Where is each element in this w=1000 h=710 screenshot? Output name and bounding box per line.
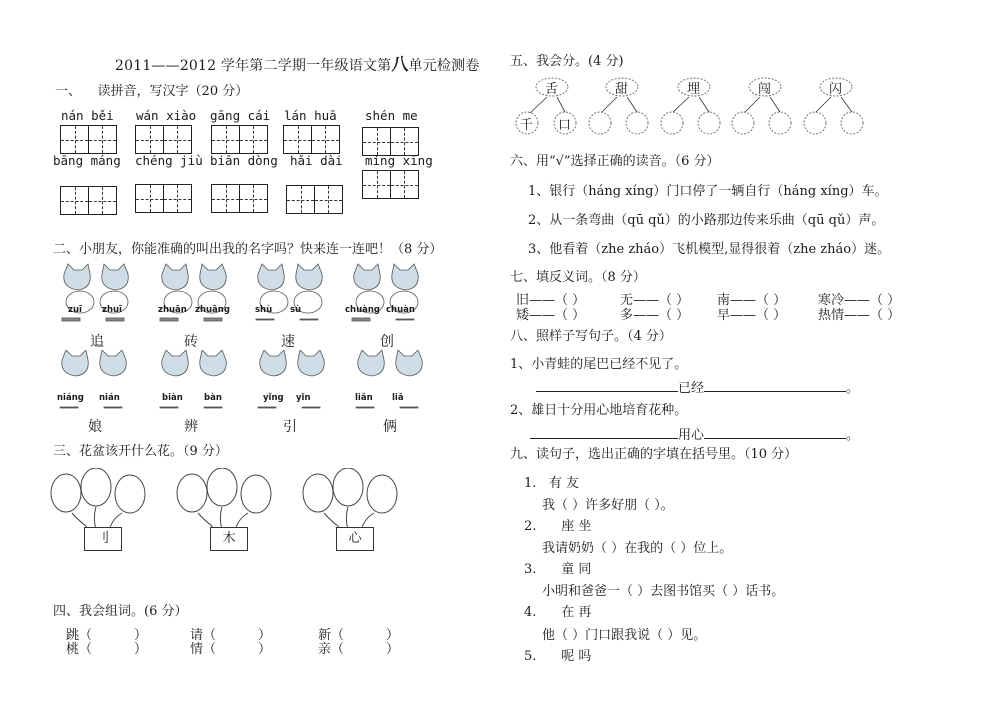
section-8-heading: 八、照样子写句子。（4 分） xyxy=(510,329,672,344)
match-char: 引 xyxy=(283,419,297,435)
pinyin-5: shén me xyxy=(365,108,418,123)
sentence-fill[interactable]: 用心 。 xyxy=(530,424,859,443)
cat-pinyin-left: biàn xyxy=(162,393,183,403)
choice-sentence[interactable]: 我（ ）许多好朋（ ）。 xyxy=(542,498,674,513)
word-item[interactable]: 新（ ） xyxy=(318,628,400,643)
writing-box[interactable] xyxy=(211,125,266,154)
cat-pinyin-left: yǐng xyxy=(263,393,284,403)
pinyin-2: wán xiào xyxy=(136,108,197,123)
antonym-item[interactable]: 多——（ ） xyxy=(620,308,690,323)
pinyin-1: nán běi xyxy=(61,108,114,123)
cloud-char: 甜 xyxy=(615,82,629,97)
writing-box[interactable] xyxy=(283,125,338,154)
pinyin-6: bāng máng xyxy=(53,153,121,168)
section-9-heading: 九、读句子，选出正确的字填在括号里。（10 分） xyxy=(510,447,798,462)
page-title: 2011——2012 学年第二学期一年级语文第八单元检测卷 xyxy=(115,55,480,75)
word-item[interactable]: 请（ ） xyxy=(190,628,272,643)
cloud-char: 埋 xyxy=(687,82,701,97)
example-sentence: 1、小青蛙的尾巴已经不见了。 xyxy=(510,357,688,372)
section-5-heading: 五、我会分。(4 分) xyxy=(510,54,624,69)
choice-options: 5. 呢 吗 xyxy=(524,649,592,664)
choice-options: 1. 有 友 xyxy=(524,476,579,491)
cat-pinyin-right: yǐn xyxy=(296,393,311,403)
section-7-heading: 七、填反义词。（8 分） xyxy=(510,270,646,285)
pinyin-7: chéng jiù xyxy=(135,153,203,168)
section-6-heading: 六、用“√”选择正确的读音。（6 分） xyxy=(510,154,720,169)
cat-pinyin-right: zhuāng xyxy=(195,305,230,315)
cloud-char: 闪 xyxy=(829,82,843,97)
writing-box[interactable] xyxy=(60,125,115,154)
match-char: 速 xyxy=(281,334,295,350)
section-3-heading: 三、花盆该开什么花。（9 分） xyxy=(53,444,228,459)
part-char: 千 xyxy=(520,118,534,133)
cat-pinyin-right: chuàn xyxy=(386,305,415,315)
cat-pinyin-left: liǎn xyxy=(355,393,373,403)
writing-box[interactable] xyxy=(135,125,190,154)
cat-pinyin-right: nián xyxy=(99,393,120,403)
word-item[interactable]: 跳（ ） xyxy=(66,628,148,643)
word-item[interactable]: 情（ ） xyxy=(190,642,272,657)
pinyin-8: biān dòng xyxy=(210,153,278,168)
pronunciation-item[interactable]: 1、银行（háng xíng）门口停了一辆自行（háng xíng）车。 xyxy=(528,184,888,199)
cat-pinyin-right: liǎ xyxy=(392,393,404,403)
example-sentence: 2、雄日十分用心地培育花种。 xyxy=(510,403,688,418)
choice-options: 2. 座 坐 xyxy=(524,519,592,534)
cat-pinyin-right: sù xyxy=(290,305,302,315)
cat-pinyin-left: shù xyxy=(255,305,273,315)
flowerpot-radical: 刂 xyxy=(84,527,122,551)
cat-pinyin-left: zhuān xyxy=(158,305,187,315)
match-char: 创 xyxy=(380,334,394,350)
cloud-char: 舌 xyxy=(545,82,559,97)
section-4-heading: 四、我会组词。(6 分） xyxy=(53,604,188,619)
match-char: 追 xyxy=(90,334,104,350)
pinyin-4: lán huā xyxy=(284,108,337,123)
cat-pinyin-left: niáng xyxy=(57,393,84,403)
flowerpot-radical: 木 xyxy=(210,527,248,551)
antonym-item[interactable]: 矮——（ ） xyxy=(516,308,586,323)
pronunciation-item[interactable]: 2、从一条弯曲（qū qǔ）的小路那边传来乐曲（qū qǔ）声。 xyxy=(528,213,885,228)
pinyin-10: míng xīng xyxy=(365,153,433,168)
writing-box[interactable] xyxy=(362,127,417,156)
word-item[interactable]: 桃（ ） xyxy=(66,642,148,657)
choice-sentence[interactable]: 我请奶奶（ ）在我的（ ）位上。 xyxy=(542,541,733,556)
writing-box[interactable] xyxy=(286,185,341,214)
match-char: 俩 xyxy=(383,419,397,435)
writing-box[interactable] xyxy=(211,184,266,213)
antonym-item[interactable]: 早——（ ） xyxy=(717,308,787,323)
section-1-heading: 一、 读拼音，写汉字（20 分） xyxy=(55,84,249,99)
antonym-item[interactable]: 旧——（ ） xyxy=(516,293,586,308)
choice-options: 3. 童 同 xyxy=(524,562,592,577)
match-char: 砖 xyxy=(184,334,198,350)
cat-pinyin-right: zhuī xyxy=(102,305,122,315)
sentence-fill[interactable]: 已经 。 xyxy=(536,377,859,396)
writing-box[interactable] xyxy=(362,170,417,199)
cat-pinyin-left: zuī xyxy=(68,305,82,315)
section-2-heading: 二、小朋友，你能准确的叫出我的名字吗？快来连一连吧！（8 分） xyxy=(53,242,443,257)
cat-pinyin-right: bàn xyxy=(204,393,222,403)
choice-sentence[interactable]: 小明和爸爸一（ ）去图书馆买（ ）话书。 xyxy=(542,584,785,599)
cloud-char: 闯 xyxy=(758,82,772,97)
pinyin-3: gāng cái xyxy=(210,108,271,123)
antonym-item[interactable]: 热情——（ ） xyxy=(818,308,901,323)
antonym-item[interactable]: 无——（ ） xyxy=(620,293,690,308)
pronunciation-item[interactable]: 3、他看着（zhe zháo）飞机模型,显得很着（zhe zháo）迷。 xyxy=(528,242,891,257)
writing-box[interactable] xyxy=(60,186,115,215)
match-char: 娘 xyxy=(88,419,102,435)
antonym-item[interactable]: 寒冷——（ ） xyxy=(818,293,901,308)
part-char: 口 xyxy=(558,118,572,133)
choice-options: 4. 在 再 xyxy=(524,605,592,620)
flowerpot-radical: 心 xyxy=(336,527,374,551)
word-item[interactable]: 亲（ ） xyxy=(318,642,400,657)
pinyin-9: hǎi dài xyxy=(290,153,343,168)
writing-box[interactable] xyxy=(135,184,190,213)
match-char: 辨 xyxy=(184,419,198,435)
antonym-item[interactable]: 南——（ ） xyxy=(717,293,787,308)
choice-sentence[interactable]: 他（ ）门口跟我说（ ）见。 xyxy=(542,628,707,643)
cat-pinyin-left: chuàng xyxy=(345,305,381,315)
